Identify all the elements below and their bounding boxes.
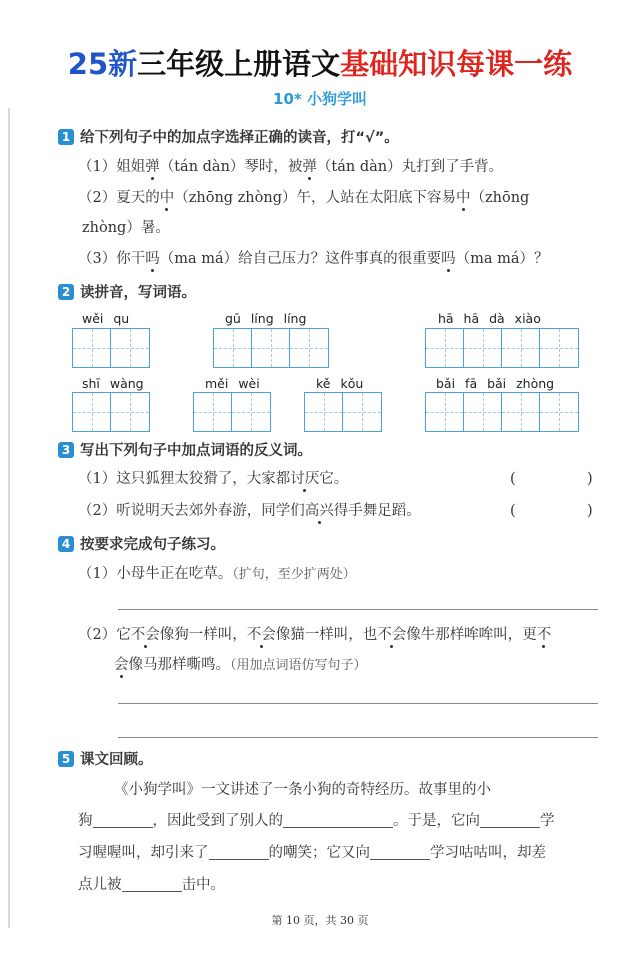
section-number-badge: 3: [58, 442, 74, 458]
review-text: 习喔喔叫，却引来了: [78, 845, 209, 861]
writing-grid[interactable]: [425, 392, 579, 432]
section-title: 课文回顾。: [80, 752, 153, 768]
dotted-word: 不会: [377, 627, 407, 643]
writing-grid[interactable]: [72, 328, 150, 368]
writing-cell[interactable]: [214, 329, 252, 367]
review-text: 学: [540, 813, 555, 829]
pinyin-label: wěi qu: [82, 311, 130, 326]
question-text: 像牛那样哞哞叫，更: [406, 627, 537, 643]
question-text: （zhōng zhòng）午，人站在太阳底下容易: [174, 190, 456, 206]
answer-paren-close: ): [587, 471, 593, 487]
question-4-2-continued: [114, 655, 367, 675]
section-number-badge: 2: [58, 284, 74, 300]
fill-blank[interactable]: [122, 875, 182, 892]
question-text: （tán dàn）琴时，被: [159, 159, 303, 175]
review-text-line-2: [78, 811, 555, 831]
answer-paren-open: (: [510, 503, 516, 519]
review-text: 击中。: [181, 877, 225, 893]
question-instruction: （用加点词语仿写句子）: [230, 658, 367, 673]
question-text: （3）你干: [78, 251, 146, 267]
section-2-heading: [58, 283, 196, 303]
fill-blank[interactable]: [283, 811, 393, 828]
question-text: （1）小母牛正在吃草。: [78, 566, 233, 582]
review-text: 学习咕咕叫，却差: [430, 845, 546, 861]
question-3-2: [78, 501, 421, 521]
writing-cell[interactable]: [232, 393, 270, 431]
question-text: （tán dàn）丸打到了手背。: [316, 159, 504, 175]
dotted-word: 高兴: [304, 503, 334, 519]
section-1-heading: [58, 128, 399, 148]
question-text: （ma má）给自己压力？这件事真的很重要: [159, 251, 442, 267]
answer-line[interactable]: [118, 703, 598, 704]
question-1-3: [78, 249, 549, 269]
fill-blank[interactable]: [93, 811, 153, 828]
section-title: 读拼音，写词语。: [80, 285, 196, 301]
review-text: 的嘲笑；它又向: [268, 845, 370, 861]
writing-grid[interactable]: [72, 392, 150, 432]
question-instruction: （扩句，至少扩两处）: [232, 567, 356, 582]
question-text: 它。: [319, 471, 349, 487]
answer-paren-open: (: [510, 471, 516, 487]
writing-cell[interactable]: [502, 329, 540, 367]
section-number-badge: 1: [58, 129, 74, 145]
writing-cell[interactable]: [426, 393, 464, 431]
writing-cell[interactable]: [73, 393, 111, 431]
writing-cell[interactable]: [464, 329, 502, 367]
pinyin-label: hā hā dà xiào: [438, 311, 541, 326]
dotted-word: 不会: [130, 627, 160, 643]
writing-cell[interactable]: [540, 393, 578, 431]
question-text: 像马那样嘶鸣。: [128, 657, 230, 673]
question-text: （2）夏天的: [78, 190, 160, 206]
question-text: （2）它: [78, 627, 131, 643]
section-title: 按要求完成句子练习。: [80, 537, 225, 553]
dotted-char: 中: [456, 190, 471, 206]
page-title: [0, 42, 640, 83]
question-text: （1）这只狐狸太狡猾了，大家都: [78, 471, 291, 487]
writing-cell[interactable]: [194, 393, 232, 431]
section-3-heading: [58, 441, 312, 461]
section-title: 给下列句子中的加点字选择正确的读音，打“√”。: [80, 130, 399, 146]
title-grade-subject: 三年级上册语文: [137, 47, 341, 81]
question-1-1: [78, 157, 503, 177]
review-text-line-1: 《小狗学叫》一文讲述了一条小狗的奇特经历。故事里的小: [114, 782, 491, 798]
answer-paren-close: ): [587, 503, 593, 519]
dotted-word: 不会: [246, 627, 276, 643]
answer-line[interactable]: [118, 737, 598, 738]
fill-blank[interactable]: [370, 843, 430, 860]
writing-cell[interactable]: [464, 393, 502, 431]
dotted-char: 弹: [302, 159, 317, 175]
dotted-char: 弹: [145, 159, 160, 175]
writing-cell[interactable]: [111, 393, 149, 431]
review-text-line-3: [78, 843, 546, 863]
review-text-line-4: [78, 875, 225, 895]
dotted-char: 会: [114, 657, 129, 673]
question-4-2: [78, 625, 551, 645]
dotted-word: 讨厌: [290, 471, 320, 487]
review-text: 狗: [78, 813, 93, 829]
pinyin-label: měi wèi: [205, 376, 260, 391]
section-number-badge: 4: [58, 536, 74, 552]
writing-cell[interactable]: [426, 329, 464, 367]
writing-cell[interactable]: [502, 393, 540, 431]
pinyin-label: bǎi fā bǎi zhòng: [436, 376, 555, 391]
question-1-2: [78, 188, 529, 208]
writing-grid[interactable]: [193, 392, 271, 432]
writing-cell[interactable]: [540, 329, 578, 367]
dotted-word: 不: [536, 627, 552, 643]
section-number-badge: 5: [58, 751, 74, 767]
writing-grid[interactable]: [425, 328, 579, 368]
page-edge-line: [8, 108, 10, 928]
question-text: （2）听说明天去郊外春游，同学们: [78, 503, 305, 519]
pinyin-label: gū líng líng: [225, 311, 307, 326]
question-text: 像狗一样叫，: [159, 627, 247, 643]
section-4-heading: [58, 535, 225, 555]
fill-blank[interactable]: [209, 843, 269, 860]
lesson-title: 10* 小狗学叫: [273, 90, 367, 108]
question-3-1: [78, 469, 348, 489]
pinyin-label: kě kǒu: [316, 376, 364, 391]
section-5-heading: [58, 750, 153, 770]
writing-grid[interactable]: [213, 328, 329, 368]
dotted-char: 吗: [145, 251, 160, 267]
question-text: 得手舞足蹈。: [333, 503, 421, 519]
question-text: （1）姐姐: [78, 159, 146, 175]
review-text: ，因此受到了别人的: [152, 813, 283, 829]
writing-cell[interactable]: [252, 329, 290, 367]
writing-cell[interactable]: [290, 329, 328, 367]
writing-cell[interactable]: [343, 393, 381, 431]
title-series: 基础知识每课一练: [340, 47, 573, 81]
writing-cell[interactable]: [111, 329, 149, 367]
dotted-char: 吗: [441, 251, 456, 267]
page-number-footer: 第 10 页，共 30 页: [271, 914, 369, 927]
question-4-1: [78, 564, 356, 584]
review-text: 点儿被: [78, 877, 122, 893]
review-text: 。于是，它向: [393, 813, 480, 829]
question-text: （ma má）？: [455, 251, 549, 267]
section-title: 写出下列句子中加点词语的反义词。: [80, 443, 312, 459]
writing-cell[interactable]: [305, 393, 343, 431]
fill-blank[interactable]: [480, 811, 540, 828]
answer-line[interactable]: [118, 609, 598, 610]
question-text: 像猫一样叫，也: [275, 627, 378, 643]
writing-cell[interactable]: [73, 329, 111, 367]
dotted-char: 中: [159, 190, 175, 206]
title-grade-number: 25新: [67, 47, 138, 81]
writing-grid[interactable]: [304, 392, 382, 432]
pinyin-label: shī wàng: [82, 376, 144, 391]
question-1-2-continued: zhòng）暑。: [82, 220, 170, 236]
question-text: （zhōng: [470, 190, 530, 206]
